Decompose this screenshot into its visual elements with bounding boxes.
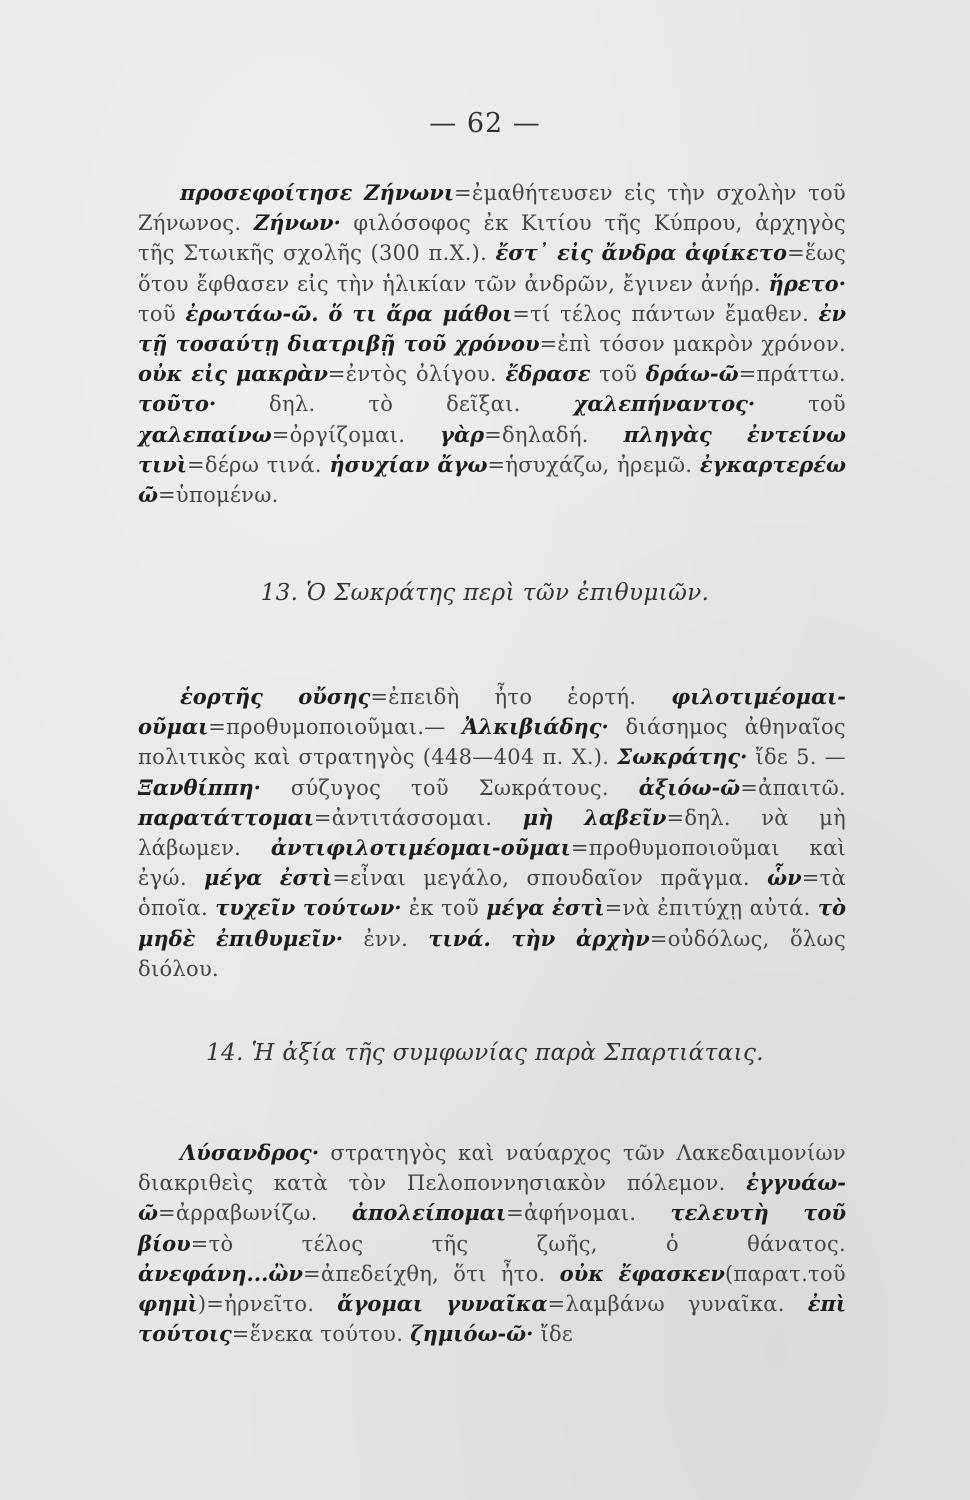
gloss-definition: =ἐντὸς ὀλίγου. [327, 362, 506, 387]
gloss-term: φιλοτιμέομαι-οῦμαι [138, 684, 846, 740]
gloss-definition: ἐνν. [343, 926, 429, 951]
gloss-definition: =τὰ ὁποῖα. [138, 866, 847, 921]
gloss-definition: =ἀπαιτῶ. [740, 775, 846, 800]
gloss-definition: =οὐδόλως, ὅλως διόλου. [138, 926, 847, 981]
gloss-term: ἐγγυάω-ῶ [138, 1170, 846, 1226]
glossary-paragraph [138, 1138, 846, 1349]
gloss-term: πληγὰς ἐντείνω τινὶ [138, 421, 846, 477]
gloss-definition: =ἐμαθήτευσεν εἰς τὴν σχολὴν τοῦ Ζήνωνος. [138, 181, 846, 236]
gloss-term: οὐκ εἰς μακρὰν [138, 361, 328, 387]
gloss-definition: τοῦ [590, 362, 646, 387]
gloss-definition: =λαμβάνω γυναῖκα. [547, 1292, 808, 1317]
gloss-term: τελευτὴ τοῦ βίου [138, 1200, 847, 1256]
gloss-definition: στρατηγὸς καὶ ναύαρχος τῶν Λακεδαιμονίων διακριθεὶς κατὰ τὸν Πελοποννησιακὸν πόλεμον. [138, 1141, 846, 1196]
gloss-definition: τοῦ [138, 301, 186, 326]
gloss-definition: =προθυμοποιοῦμαι.— [208, 715, 463, 740]
gloss-term: ἔδρασε [505, 361, 591, 387]
gloss-definition: =ἀντιτάσσομαι. [313, 805, 523, 830]
gloss-definition: =τί τέλος πάντων ἔμαθεν. [512, 301, 819, 326]
gloss-definition: ἴδε [533, 1322, 574, 1347]
gloss-term: ἀνεφάνη...ὢν [138, 1260, 303, 1286]
gloss-term: ἀπολείπομαι [351, 1200, 507, 1226]
gloss-definition: τοῦ [755, 392, 846, 417]
gloss-definition: (παρατ.τοῦ [724, 1261, 846, 1286]
gloss-definition: =ἀρραβωνίζω. [158, 1201, 352, 1226]
gloss-term: παρατάττομαι [138, 804, 314, 830]
gloss-term: οὐκ ἔφασκεν [559, 1260, 725, 1286]
gloss-definition: =προθυμοποιοῦμαι καὶ ἐγώ. [138, 836, 846, 891]
gloss-term: ὧν [767, 865, 802, 891]
glossary-passage-1 [138, 178, 846, 510]
gloss-definition: διάσημος ἀθηναῖος πολιτικὸς καὶ στρατηγὸς (448—404 π. Χ.). [138, 715, 846, 770]
gloss-term: Σωκράτης· [617, 744, 748, 770]
gloss-definition: φιλόσοφος ἐκ Κιτίου τῆς Κύπρου, ἀρχηγὸς τῆς Στωικῆς σχολῆς (300 π.Χ.). [138, 211, 846, 266]
page-number: — 62 — [429, 108, 541, 139]
glossary-passage-3 [138, 1138, 846, 1349]
glossary-paragraph [138, 682, 846, 984]
gloss-term: τὸ μηδὲ ἐπιθυμεῖν· [138, 895, 846, 951]
gloss-term: ἀντιφιλοτιμέομαι-οῦμαι [270, 835, 571, 861]
gloss-term: Ζήνων· [253, 210, 341, 236]
gloss-term: ἄγομαι γυναῖκα [337, 1291, 548, 1317]
gloss-definition: =ὑπομένω. [158, 483, 279, 508]
section-heading-13: 13. Ὁ Σωκράτης περὶ τῶν ἐπιθυμιῶν. [260, 580, 710, 606]
gloss-definition: =δέρω τινά. [187, 452, 330, 477]
gloss-definition: =νὰ ἐπιτύχῃ αὐτά. [604, 896, 818, 921]
gloss-term: τινά. τὴν ἀρχὴν [428, 925, 650, 951]
gloss-definition: =ἕνεκα τούτου. [231, 1322, 411, 1347]
gloss-definition: =ἡσυχάζω, ἠρεμῶ. [487, 452, 700, 477]
gloss-definition: =ἕως ὅτου ἔφθασεν εἰς τὴν ἡλικίαν τῶν ἀνδρῶν, ἔγινεν ἀνήρ. [138, 241, 847, 296]
gloss-definition: ἴδε 5. — [747, 745, 846, 770]
gloss-term: ἔστ᾽ εἰς ἄνδρα ἀφίκετο [495, 240, 788, 266]
gloss-term: ἡσυχίαν ἄγω [329, 451, 488, 477]
gloss-definition: δηλ. τὸ δεῖξαι. [216, 392, 574, 417]
gloss-term: τυχεῖν τούτων· [215, 895, 402, 921]
gloss-term: ἐρωτάω-ῶ. ὅ τι ἄρα μάθοι [185, 300, 513, 326]
gloss-definition: =δηλαδή. [484, 422, 624, 447]
gloss-term: ἐν τῇ τοσαύτῃ διατριβῇ τοῦ χρόνου [138, 300, 847, 357]
gloss-definition: =ὀργίζομαι. [271, 422, 441, 447]
glossary-paragraph [138, 178, 846, 510]
gloss-term: Ἀλκιβιάδης· [462, 714, 609, 740]
gloss-definition: =ἀπεδείχθη, ὅτι ἦτο. [303, 1261, 560, 1286]
gloss-term: δράω-ῶ [645, 361, 739, 387]
gloss-term: ἐπὶ τούτοις [138, 1291, 846, 1347]
gloss-term: χαλεπήναντος· [573, 391, 756, 417]
gloss-term: μὴ λαβεῖν [522, 804, 667, 830]
gloss-definition: =τὸ τέλος τῆς ζωῆς, ὁ θάνατος. [190, 1231, 846, 1256]
gloss-term: ἑορτῆς οὔσης [180, 684, 371, 709]
gloss-definition: =εἶναι μεγάλο, σπουδαῖον πρᾶγμα. [332, 866, 768, 891]
gloss-term: χαλεπαίνω [138, 421, 272, 447]
gloss-definition: =δηλ. νὰ μὴ λάβωμεν. [138, 805, 846, 861]
gloss-definition: ἐκ τοῦ [401, 896, 487, 921]
gloss-definition: =ἐπειδὴ ἦτο ἑορτή. [370, 685, 672, 709]
gloss-term: ἤρετο· [768, 270, 846, 296]
gloss-definition: σύζυγος τοῦ Σωκράτους. [261, 775, 639, 800]
gloss-term: ζημιόω-ῶ· [410, 1321, 534, 1347]
section-heading-14: 14. Ἡ ἀξία τῆς συμφωνίας παρὰ Σπαρτιάταις. [206, 1040, 764, 1066]
gloss-definition: )=ἠρνεῖτο. [197, 1292, 338, 1317]
gloss-term: ἐγκαρτερέω ῶ [138, 451, 847, 508]
gloss-definition: =ἐπὶ τόσον μακρὸν χρόνον. [539, 332, 846, 357]
gloss-definition: =πράττω. [738, 362, 846, 387]
gloss-term: Ξανθίππη· [138, 774, 261, 800]
gloss-term: τοῦτο· [138, 391, 217, 417]
gloss-term: φημὶ [138, 1291, 198, 1317]
glossary-passage-2 [138, 682, 846, 984]
gloss-term: ἀξιόω-ῶ [638, 774, 741, 800]
gloss-term: μέγα ἐστὶ [486, 895, 605, 921]
gloss-term: Λύσανδρος· [180, 1140, 320, 1165]
gloss-term: προσεφοίτησε Ζήνωνι [180, 180, 455, 205]
gloss-term: μέγα ἐστὶ [204, 865, 333, 891]
gloss-term: γὰρ [440, 421, 485, 447]
gloss-definition: =ἀφήνομαι. [506, 1201, 671, 1226]
